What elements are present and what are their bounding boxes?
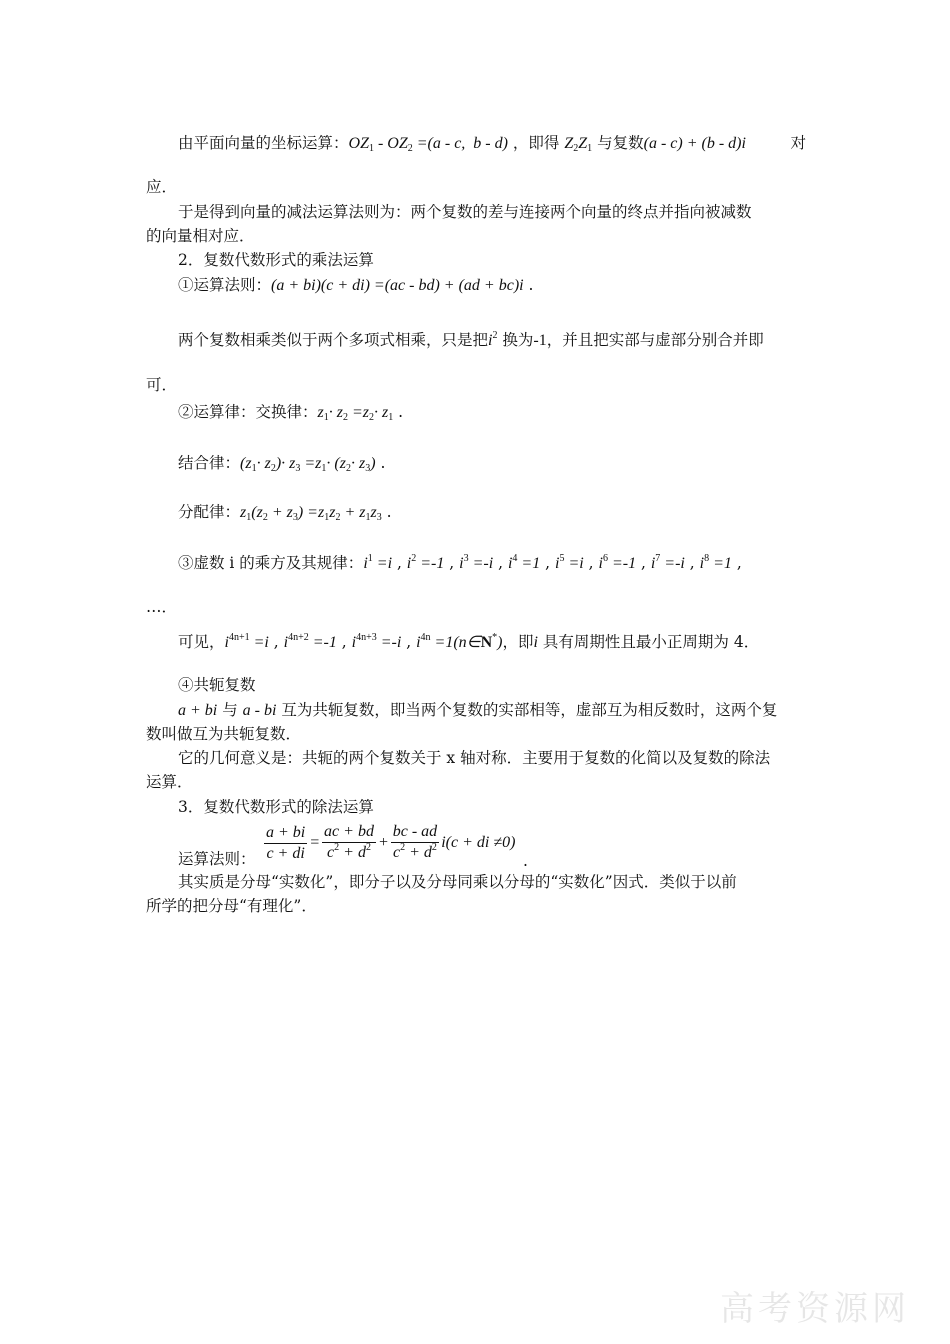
formula-commutative: z1· z2 =z2· z1	[317, 404, 394, 423]
powers-continued: …．	[146, 598, 178, 616]
conjugate-geometry-end: 运算．	[146, 773, 193, 791]
multiplication-description-end: 可．	[146, 376, 178, 394]
formula-vector-difference: OZ1 - OZ2 =(a - c, b - d)	[348, 135, 508, 154]
period-statement: 可见，$i^{4n+1} =i$ , $i^{4n+2} =-1$ , $i^{4n+3} =-i$ , $i^{4n}$ =1(n∈N*)，即i 具有周期性且最小正周期为 4．	[178, 632, 760, 651]
section-heading-conjugate: ④共轭复数	[178, 676, 256, 694]
paragraph-rule-line1: 于是得到向量的减法运算法则为：两个复数的差与连接两个向量的终点并指向被减数	[178, 203, 752, 221]
conjugate-geometry: 它的几何意义是：共轭的两个复数关于 x 轴对称．主要用于复数的化简以及复数的除法	[178, 749, 771, 767]
distributive-law: 分配律：z1(z2 + z3) =z1z2 + z1z3 .	[178, 503, 392, 523]
formula-distributive: z1(z2 + z3) =z1z2 + z1z3	[240, 504, 382, 523]
paragraph-vector-subtraction: 由平面向量的坐标运算：OZ1 - OZ2 =(a - c, b - d) ，即得 Z2Z1 与复数(a - c) + (b - d)i 对	[178, 134, 806, 154]
conjugate-definition-end: 数叫做互为共轭复数．	[146, 725, 302, 743]
division-rule: 运算法则： $\frac{a + bi}{c + di}$ = $\frac{ac + bd}{c^2 + d^2}$ + $\frac{bc - ad}{c^2 + d^2}$ i(c + di ≠0) .	[178, 823, 528, 870]
formula-period: $i^{4n+1} =i$	[224, 632, 269, 651]
multiplication-rule: ①运算法则：(a + bi)(c + di) =(ac - bd) + (ad + bc)i .	[178, 276, 534, 294]
conjugate-definition: a + bi 与 a - bi 互为共轭复数，即当两个复数的实部相等，虚部互为相反数时，这两个复	[178, 701, 778, 719]
formula-multiplication: (a + bi)(c + di) =(ac - bd) + (ad + bc)i	[271, 277, 524, 294]
paragraph-continued: 应．	[146, 178, 178, 196]
formula-associative: (z1· z2)· z3 =z1· (z2· z3)	[240, 455, 376, 474]
section-heading-division: 3．复数代数形式的除法运算	[178, 798, 374, 816]
formula-a-minus-bi: a - bi	[242, 702, 277, 719]
watermark-logo: 高考资源网	[720, 1289, 910, 1329]
associative-law: 结合律：(z1· z2)· z3 =z1· (z2· z3) .	[178, 454, 386, 474]
formula-complex-difference: (a - c) + (b - d)i	[643, 135, 746, 152]
multiplication-description: 两个复数相乘类似于两个多项式相乘，只是把$i^2$ 换为-1，并且把实部与虚部分别合并即	[178, 330, 764, 349]
formula-a-plus-bi: a + bi	[178, 702, 218, 719]
section-heading-multiplication: 2．复数代数形式的乘法运算	[178, 251, 374, 269]
powers-of-i: ③虚数 i 的乘方及其规律：$i^1 =i$ , $i^2 =-1$ , $i^3 =-i$ , $i^4 =1$ , $i^5 =i$ , $i^6 =-1$ , $i^7 =-i$ , $i^8 =1$ ,	[178, 553, 742, 572]
commutative-law: ②运算律：交换律：z1· z2 =z2· z1 .	[178, 403, 404, 423]
paragraph-rule-line2: 的向量相对应．	[146, 227, 255, 245]
formula-powers-of-i: $i^1 =i$	[363, 553, 393, 572]
formula-division: $\frac{a + bi}{c + di}$ = $\frac{ac + bd}{c^2 + d^2}$ + $\frac{bc - ad}{c^2 + d^2}$ i(c + di ≠0)	[266, 823, 516, 862]
division-note-line1: 其实质是分母“实数化”，即分子以及分母同乘以分母的“实数化”因式．类似于以前	[178, 873, 737, 891]
division-note-line2: 所学的把分母“有理化”．	[146, 897, 317, 915]
formula-z2z1: Z2Z1	[564, 135, 593, 154]
